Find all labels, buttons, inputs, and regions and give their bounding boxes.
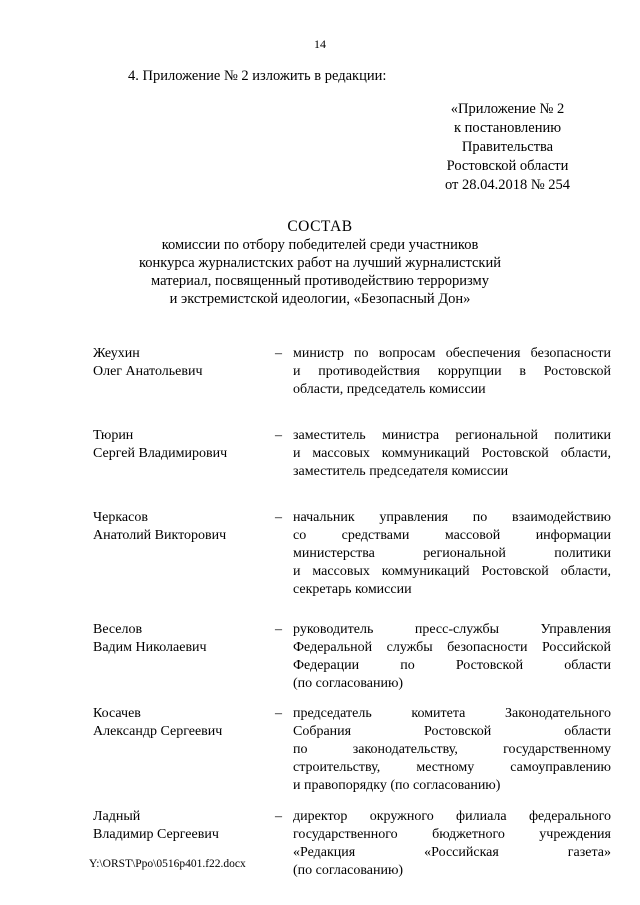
member-surname: Косачев: [93, 706, 141, 721]
role-line: (по согласованию): [293, 863, 404, 878]
role-line: и противодействия коррупции в Ростовской: [293, 364, 611, 379]
role-line: (по согласованию): [293, 676, 404, 691]
member-role: [293, 621, 611, 693]
role-line: со средствами массовой информации: [293, 528, 611, 543]
role-line: строительству, местному самоуправлению: [293, 760, 611, 775]
member-dash: –: [275, 809, 282, 824]
member-given-name: Александр Сергеевич: [93, 724, 223, 739]
title-line: конкурса журналистских работ на лучший журналистский: [138, 255, 501, 271]
member-given-name: Олег Анатольевич: [93, 364, 203, 379]
amendment-intro: 4. Приложение № 2 изложить в редакции:: [128, 68, 387, 84]
member-given-name: Вадим Николаевич: [93, 640, 207, 655]
role-line: и массовых коммуникаций Ростовской области,: [293, 446, 611, 461]
role-line: и правопорядку (по согласованию): [293, 778, 501, 793]
role-line: Федерации по Ростовской области: [293, 658, 611, 673]
member-row: [93, 705, 613, 808]
member-role: [293, 509, 611, 599]
appendix-line: «Приложение № 2: [450, 101, 565, 117]
member-role: [293, 705, 611, 795]
member-dash: –: [275, 706, 282, 721]
member-row: [93, 509, 613, 621]
member-row: [93, 621, 613, 705]
title-line: комиссии по отбору победителей среди участников: [161, 237, 479, 253]
member-row: [93, 345, 613, 427]
member-name: [93, 509, 278, 545]
member-dash: –: [275, 622, 282, 637]
role-line: «Редакция «Российская газета»: [293, 845, 611, 860]
member-name: [93, 621, 278, 657]
page-number: 14: [314, 37, 326, 51]
appendix-line: к постановлению: [453, 120, 562, 136]
appendix-reference: [425, 100, 590, 195]
role-line: председатель комитета Законодательного: [293, 706, 611, 721]
role-line: министерства региональной политики: [293, 546, 611, 561]
member-name: [93, 705, 278, 741]
title-line: и экстремистской идеологии, «Безопасный Дон»: [169, 291, 471, 307]
member-row: [93, 808, 613, 888]
role-line: заместитель председателя комиссии: [293, 464, 509, 479]
appendix-line: Правительства: [461, 139, 554, 155]
document-title-block: [70, 218, 570, 308]
role-line: Федеральной службы безопасности Российской: [293, 640, 611, 655]
member-surname: Тюрин: [93, 428, 134, 443]
role-line: начальник управления по взаимодействию: [293, 510, 611, 525]
role-line: Собрания Ростовской области: [293, 724, 611, 739]
member-role: [293, 808, 611, 880]
file-path-footer: Y:\ORST\Ppo\0516p401.f22.docx: [89, 858, 246, 870]
member-row: [93, 427, 613, 509]
member-surname: Ладный: [93, 809, 141, 824]
member-surname: Жеухин: [93, 346, 140, 361]
member-dash: –: [275, 510, 282, 525]
member-given-name: Сергей Владимирович: [93, 446, 228, 461]
member-name: [93, 345, 278, 381]
commission-members-list: [93, 345, 613, 888]
document-title: СОСТАВ: [287, 218, 353, 235]
member-surname: Черкасов: [93, 510, 148, 525]
member-role: [293, 427, 611, 481]
role-line: секретарь комиссии: [293, 582, 412, 597]
role-line: по законодательству, государственному: [293, 742, 611, 757]
title-line: материал, посвященный противодействию терроризму: [151, 273, 489, 289]
member-given-name: Анатолий Викторович: [93, 528, 227, 543]
role-line: руководитель пресс-службы Управления: [293, 622, 611, 637]
role-line: государственного бюджетного учреждения: [293, 827, 611, 842]
role-line: министр по вопросам обеспечения безопасности: [293, 346, 611, 361]
role-line: директор окружного филиала федерального: [293, 809, 611, 824]
member-role: [293, 345, 611, 399]
appendix-line: Ростовской области: [446, 158, 569, 174]
member-given-name: Владимир Сергеевич: [93, 827, 219, 842]
member-name: [93, 427, 278, 463]
member-surname: Веселов: [93, 622, 143, 637]
appendix-line: от 28.04.2018 № 254: [444, 177, 571, 193]
role-line: области, председатель комиссии: [293, 382, 486, 397]
member-dash: –: [275, 346, 282, 361]
role-line: заместитель министра региональной политики: [293, 428, 611, 443]
member-name: [93, 808, 278, 844]
role-line: и массовых коммуникаций Ростовской области,: [293, 564, 611, 579]
member-dash: –: [275, 428, 282, 443]
